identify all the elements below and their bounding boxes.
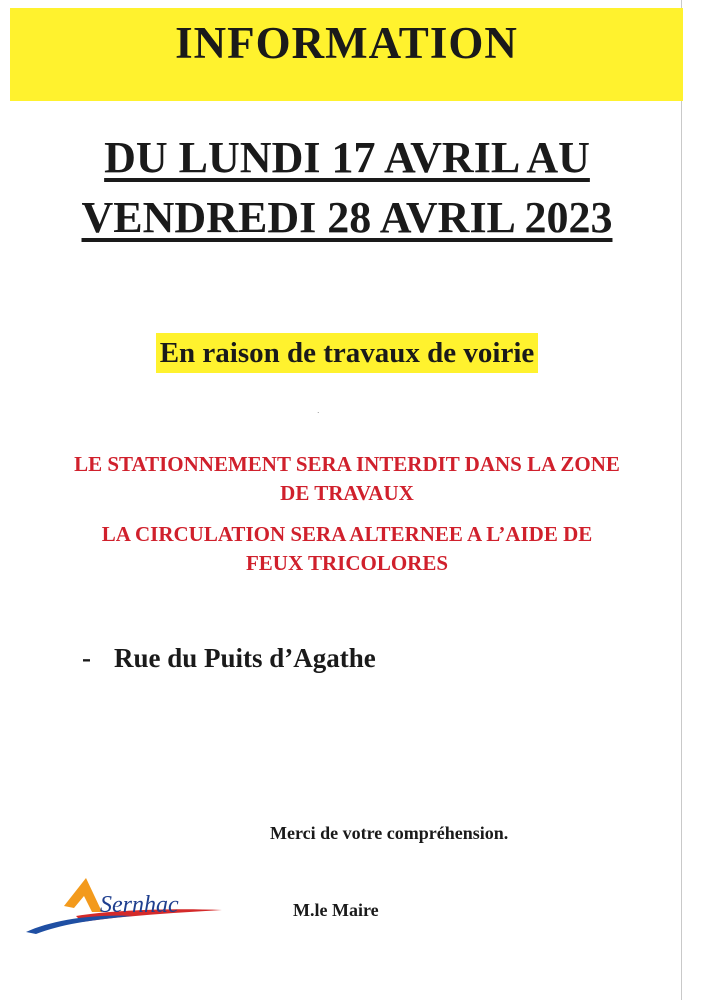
parking-notice-line2: DE TRAVAUX bbox=[280, 481, 414, 505]
mayor-signature: M.le Maire bbox=[293, 900, 379, 920]
traffic-notice-line1: LA CIRCULATION SERA ALTERNEE A L’AIDE DE bbox=[101, 522, 593, 546]
street-bullet: - bbox=[82, 643, 91, 673]
parking-notice-line1: LE STATIONNEMENT SERA INTERDIT DANS LA ZONE bbox=[74, 452, 620, 476]
logo-blue-swoosh bbox=[26, 916, 132, 934]
scan-speck: ˙ bbox=[316, 412, 321, 422]
logo-orange-shape bbox=[64, 878, 102, 912]
street-list-item bbox=[82, 640, 376, 676]
banner-title: INFORMATION bbox=[175, 18, 518, 68]
traffic-notice bbox=[20, 520, 674, 578]
logo-text: Sernhac bbox=[100, 892, 179, 918]
date-line-end: VENDREDI 28 AVRIL 2023 bbox=[81, 193, 613, 242]
street-name: Rue du Puits d’Agathe bbox=[114, 643, 376, 673]
sernhac-logo-icon bbox=[22, 872, 227, 936]
parking-notice bbox=[20, 450, 674, 508]
reason-text: En raison de travaux de voirie bbox=[156, 333, 539, 373]
information-banner bbox=[10, 8, 683, 101]
reason-block bbox=[0, 333, 694, 373]
date-line-start: DU LUNDI 17 AVRIL AU bbox=[104, 133, 590, 182]
thanks-text: Merci de votre compréhension. bbox=[270, 823, 509, 843]
traffic-notice-line2: FEUX TRICOLORES bbox=[245, 551, 449, 575]
sernhac-logo bbox=[22, 872, 227, 936]
date-range bbox=[0, 128, 694, 248]
